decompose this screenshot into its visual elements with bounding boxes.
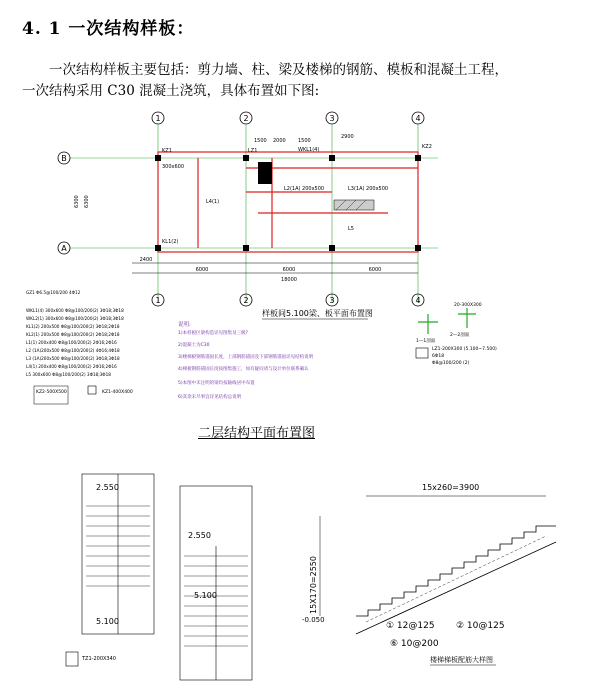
drawing-caption: 二层结构平面布置图 (198, 426, 316, 441)
stair-title: 楼梯梯板配筋大样图 (430, 656, 493, 664)
dim-total: 18000 (281, 277, 297, 283)
dim-bottom-1: 2400 (139, 257, 153, 263)
dim-top-4: 2900 (341, 134, 354, 140)
bar-note-3: ⑥ 10@200 (390, 639, 439, 649)
note-6: 6)其余未尽事宜详见结构总说明 (178, 395, 242, 400)
dim-left-2: 6300 (84, 195, 90, 208)
dim-top-1: 1500 (254, 138, 267, 144)
legend-line-7: L3 (1A)200x500 Φ8@100/200(2) 3Φ18;3Φ18 (26, 356, 120, 361)
stair-drawings (26, 446, 596, 690)
axis-4-bottom: 4 (415, 296, 421, 305)
label-lz1: LZ1 (248, 148, 258, 154)
legend-line-4: KL2(1) 200x500 Φ8@100/200(2) 2Φ18;2Φ18 (26, 332, 120, 337)
axis-3-bottom: 3 (329, 296, 335, 305)
legend-line-2: WKL2(1) 300x600 Φ8@100/200(2) 3Φ18;3Φ18 (26, 316, 124, 321)
bar-note-2: ② 10@125 (456, 621, 505, 631)
section-heading: 4. 1 一次结构样板： (22, 19, 195, 39)
axis-2-top: 2 (243, 114, 249, 123)
axis-B: B (61, 154, 67, 163)
kz1-block: KZ1-400X400 (102, 390, 133, 395)
note-5: 5)本图中未注明的梁均按轴线居中布置 (178, 381, 255, 386)
note-3: 3)楼梯板钢筋锚固长度，上部钢筋锚固及下部钢筋锚固详见结构说明 (178, 355, 314, 360)
dim-top-3: 1500 (298, 138, 311, 144)
lz1-label: LZ1-200X300 (5.100~7.500) (432, 347, 497, 352)
plan-title: 样板间5.100梁、板平面布置图 (262, 309, 373, 318)
paragraph-line-2: 一次结构采用 C30 混凝土浇筑，具体布置如下图: (22, 83, 320, 99)
columns (155, 155, 421, 251)
lz1-detail-1: 6Φ18 (432, 354, 445, 359)
axis-1-top: 1 (155, 114, 161, 123)
lz-small: 20-300X300 (454, 303, 482, 308)
axis-bubbles-top (152, 112, 424, 124)
section-2: 2—2剖面 (450, 333, 470, 338)
axis-2-bottom: 2 (243, 296, 249, 305)
stair-plan-left (82, 474, 154, 634)
stair-core (258, 162, 272, 184)
stair-plan-middle (180, 486, 252, 680)
label-l4: L4(1) (206, 199, 220, 205)
dim-left-1: 6300 (74, 195, 80, 208)
label-kz1: KZ1 (162, 148, 172, 154)
legend-line-8: L4(1) 200x400 Φ8@100/200(2) 2Φ16;2Φ16 (26, 364, 117, 369)
stair-elev-4: 5.100 (194, 591, 217, 600)
legend-line-1: WKL1(4) 300x600 Φ8@100/200(2) 3Φ18;3Φ18 (26, 308, 124, 313)
label-beam-size: 300x600 (162, 164, 185, 170)
label-l2: L2(1A) 200x500 (284, 186, 325, 192)
slab-hatch (334, 200, 374, 210)
dim-top-2: 2000 (273, 138, 286, 144)
dim-bottom-4: 6000 (368, 267, 382, 273)
axis-1-bottom: 1 (155, 296, 161, 305)
axis-3-top: 3 (329, 114, 335, 123)
legend-line-6: L2 (1A)200x500 Φ8@100/200(2) 4Φ16;4Φ18 (26, 348, 120, 353)
note-2: 2)混凝土为C30 (178, 343, 210, 348)
stair-elev-1: 2.550 (96, 483, 119, 492)
axis-4-top: 4 (415, 114, 421, 123)
stair-section (302, 483, 556, 665)
legend-line-5: L1(1) 200x400 Φ8@100/200(2) 2Φ16;2Φ16 (26, 340, 117, 345)
beams (158, 152, 418, 252)
label-l3: L3(1A) 200x500 (348, 186, 389, 192)
step-dim: 15x260=3900 (422, 483, 480, 492)
kz2-block: KZ2-500X500 (36, 390, 67, 395)
legend-line-3: KL1(2) 200x500 Φ8@100/200(2) 3Φ18;2Φ18 (26, 324, 120, 329)
lz1-detail-2: Φ8@100/200 (2) (432, 361, 470, 366)
note-4: 4)梯板钢筋锚固长度按图集施工，如有疑问请与设计单位联系确认 (178, 367, 309, 372)
label-kz2: KZ2 (422, 144, 432, 150)
section-1: 1—1剖面 (416, 339, 436, 344)
stair-elev-2-left: 5.100 (96, 617, 119, 626)
dim-bottom-2: 6000 (195, 267, 209, 273)
tz1-label: TZ1-200X340 (82, 656, 116, 662)
legend-line-9: L5 300x600 Φ8@100/200(2) 3Φ18;3Φ18 (26, 372, 111, 377)
note-1: 1)本样板区梁构造详见图集及三级? (178, 331, 249, 336)
rise-dim: 15X170=2550 (309, 556, 318, 614)
legend-title: GZ1 Φ6.5@100/200 4Φ12 (26, 290, 81, 295)
intro-paragraph (22, 60, 592, 102)
structural-plan-drawing (26, 108, 497, 422)
label-wkl1: WKL1(4) (298, 147, 320, 153)
stair-elev-3: 2.550 (188, 531, 211, 540)
paragraph-line-1: 一次结构样板主要包括：剪力墙、柱、梁及楼梯的钢筋、模板和混凝土工程， (49, 62, 508, 78)
axis-A: A (61, 244, 67, 253)
dim-bottom-3: 6000 (282, 267, 296, 273)
label-l5: L5 (348, 226, 354, 232)
bar-note-1: ① 12@125 (386, 621, 435, 631)
label-kl1: KL1(2) (162, 239, 179, 245)
level-mark: -0.050 (302, 616, 325, 624)
notes-title: 说明: (178, 322, 191, 328)
